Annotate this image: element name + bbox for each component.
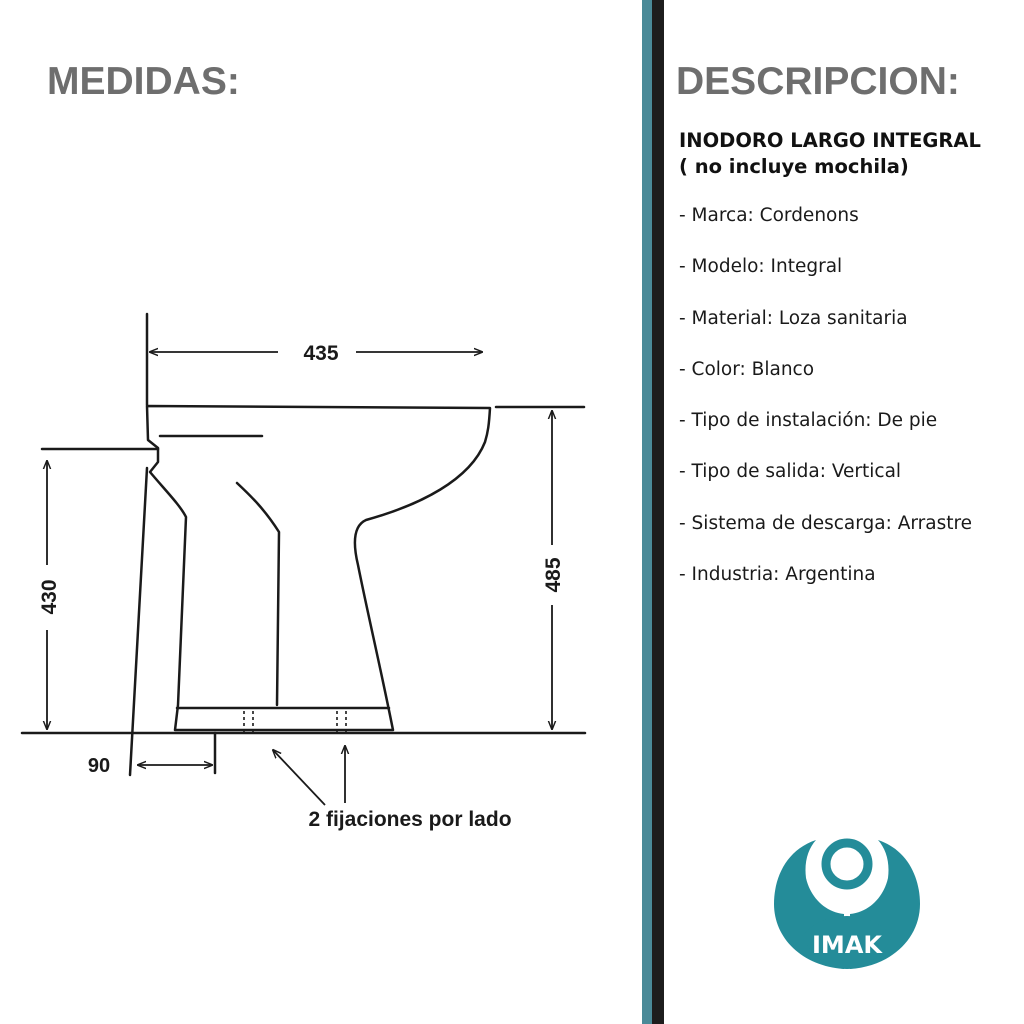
divider-teal-stripe bbox=[642, 0, 652, 1024]
rear-slant-line bbox=[130, 468, 147, 775]
dim-label-offset: 90 bbox=[87, 755, 111, 777]
spec-item-modelo: - Modelo: Integral bbox=[679, 256, 843, 278]
spec-item-material: - Material: Loza sanitaria bbox=[679, 307, 908, 329]
logo-head-ring bbox=[826, 843, 868, 885]
fixing-note-label: 2 fijaciones por lado bbox=[308, 808, 512, 831]
spec-item-industria: - Industria: Argentina bbox=[679, 564, 876, 586]
spec-item-instalacion: - Tipo de instalación: De pie bbox=[679, 410, 938, 432]
spec-item-descarga: - Sistema de descarga: Arrastre bbox=[679, 512, 973, 534]
fixing-pointer-left bbox=[273, 750, 325, 805]
dim-label-inlet-height: 430 bbox=[38, 579, 61, 615]
logo-text: IMAK bbox=[812, 931, 882, 959]
product-title: INODORO LARGO INTEGRAL bbox=[679, 129, 981, 152]
divider-dark-stripe bbox=[652, 0, 664, 1024]
spec-item-color: - Color: Blanco bbox=[679, 358, 815, 380]
trapway-inner-curve bbox=[237, 483, 279, 705]
dim-label-width: 435 bbox=[303, 342, 339, 365]
spec-item-salida: - Tipo de salida: Vertical bbox=[679, 461, 902, 483]
dim-label-total-height: 485 bbox=[542, 557, 565, 593]
medidas-heading: MEDIDAS: bbox=[47, 60, 240, 103]
descripcion-heading: DESCRIPCION: bbox=[676, 60, 960, 103]
spec-list bbox=[679, 204, 972, 614]
toilet-body-outline bbox=[147, 406, 490, 730]
description-panel bbox=[679, 128, 1009, 586]
product-subtitle: ( no incluye mochila) bbox=[679, 155, 909, 178]
spec-item-marca: - Marca: Cordenons bbox=[679, 205, 859, 226]
imak-logo bbox=[772, 836, 922, 971]
